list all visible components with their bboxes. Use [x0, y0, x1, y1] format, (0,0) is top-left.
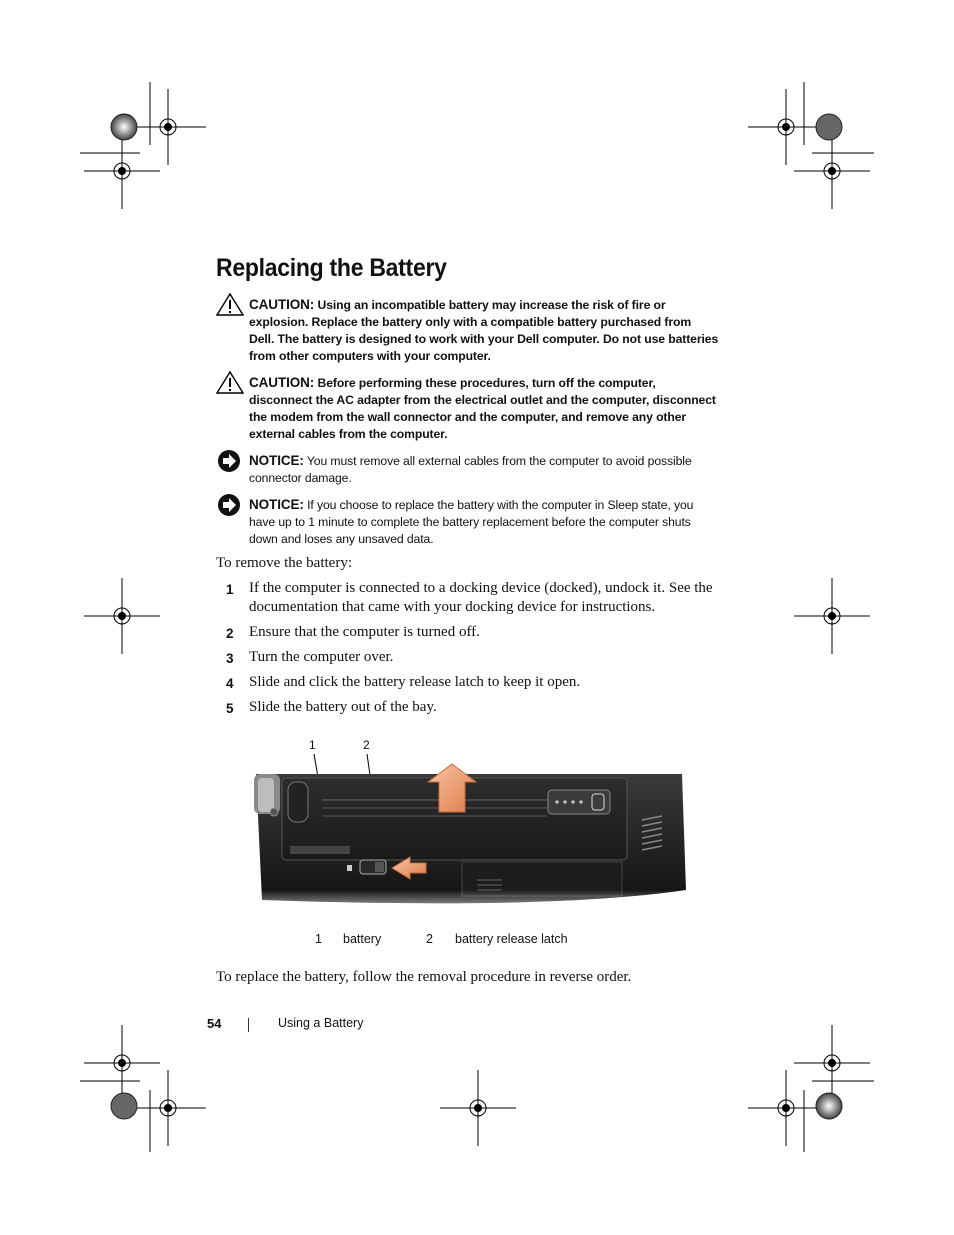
legend-number: 1	[315, 932, 322, 946]
note-text: You must remove all external cables from the computer to avoid possible connector damage.	[249, 454, 692, 485]
notice-icon	[216, 449, 244, 473]
footer-section-title: Using a Battery	[278, 1016, 364, 1030]
step-number: 4	[226, 676, 234, 691]
page-number: 54	[207, 1016, 222, 1031]
step-number: 1	[226, 582, 234, 597]
figure-callout-battery: 1	[309, 738, 316, 752]
caution-note	[249, 374, 719, 443]
step-text: Slide the battery out of the bay.	[249, 699, 437, 715]
note-label: NOTICE:	[249, 453, 304, 468]
note-text: Using an incompatible battery may increase the risk of fire or explosion. Replace the battery only with a compatible battery purchased from Dell. The battery is designed to work with your Dell computer. Do not use batteries from other computers with your computer.	[249, 298, 719, 363]
step-text: Turn the computer over.	[249, 649, 394, 665]
legend-number: 2	[426, 932, 433, 946]
step-text: Ensure that the computer is turned off.	[249, 624, 480, 640]
step-text: If the computer is connected to a docking device (docked), undock it. See the documentation that came with your docking device for instructions.	[249, 580, 713, 615]
notice-icon	[216, 493, 244, 517]
footer-divider	[248, 1018, 249, 1032]
figure-callout-latch: 2	[363, 738, 370, 752]
note-text: If you choose to replace the battery with the computer in Sleep state, you have up to 1 minute to complete the battery replacement before the computer shuts down and loses any unsaved data.	[249, 498, 694, 546]
notice-note	[249, 496, 719, 548]
intro-text: To remove the battery:	[216, 555, 352, 571]
battery-removal-illustration	[252, 760, 688, 920]
note-label: NOTICE:	[249, 497, 304, 512]
legend-label: battery release latch	[455, 932, 568, 946]
notice-note	[249, 452, 719, 487]
step-number: 5	[226, 701, 234, 716]
legend-label: battery	[343, 932, 382, 946]
outro-text: To replace the battery, follow the removal procedure in reverse order.	[216, 969, 632, 985]
page-title: Replacing the Battery	[216, 254, 447, 282]
step-text: Slide and click the battery release latch to keep it open.	[249, 674, 581, 690]
note-text: Before performing these procedures, turn off the computer, disconnect the AC adapter from the electrical outlet and the computer, disconnect the modem from the wall connector and the computer, and remove any other external cables from the computer.	[249, 376, 716, 441]
note-label: CAUTION:	[249, 375, 315, 390]
step-number: 3	[226, 651, 234, 666]
step-number: 2	[226, 626, 234, 641]
caution-warning-icon	[216, 370, 244, 394]
caution-note	[249, 296, 719, 365]
caution-warning-icon	[216, 292, 244, 316]
note-label: CAUTION:	[249, 297, 315, 312]
